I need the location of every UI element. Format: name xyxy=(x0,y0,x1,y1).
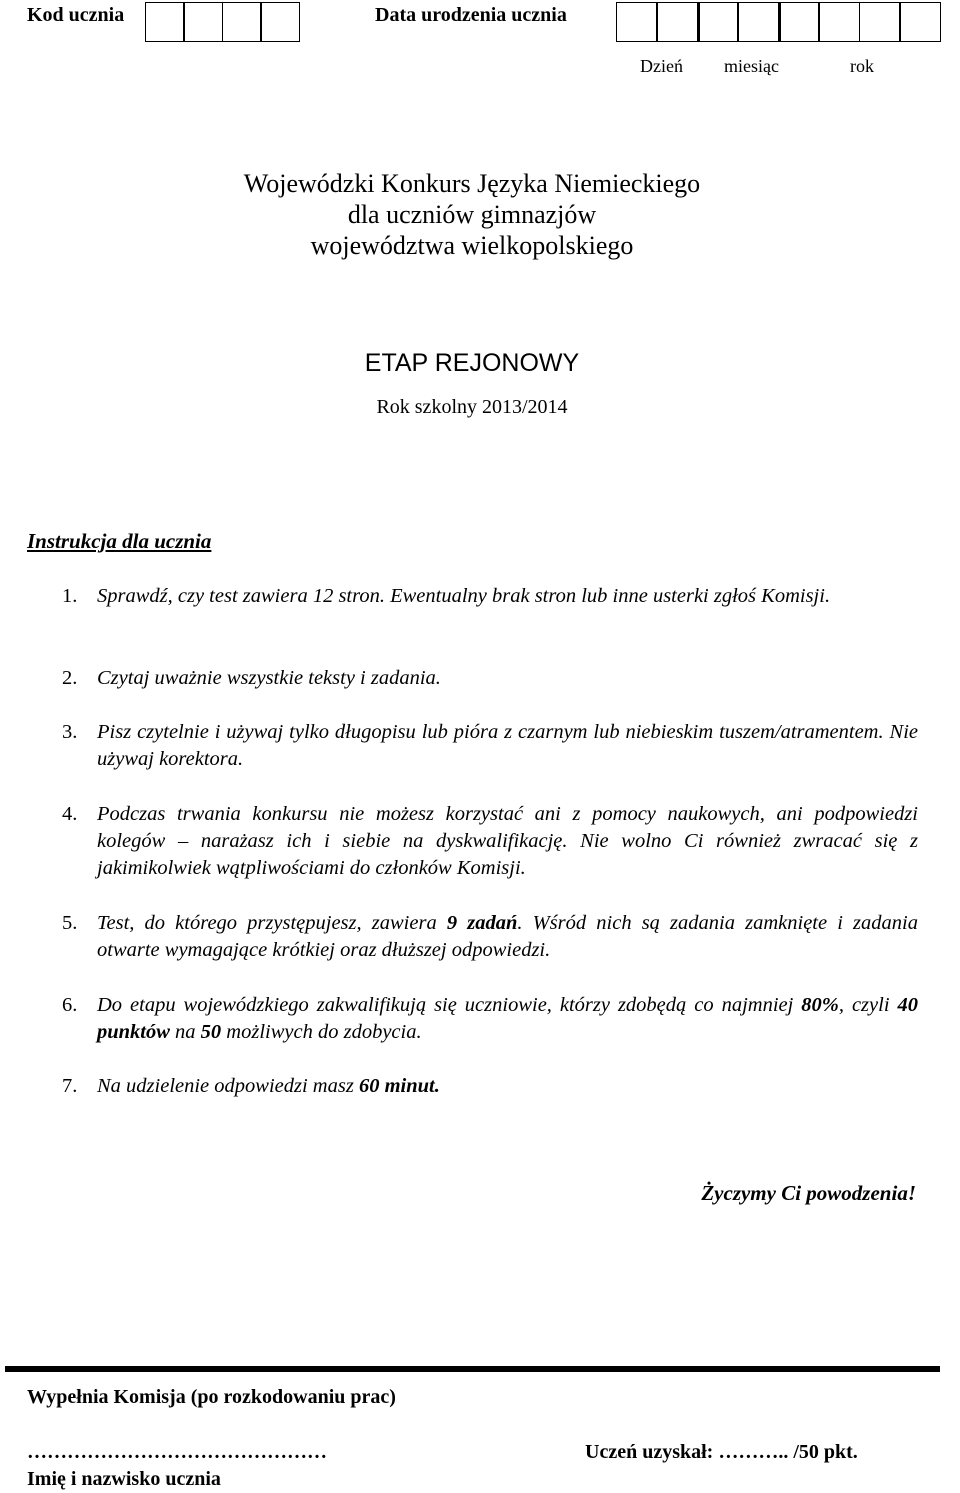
year-box[interactable] xyxy=(778,2,820,42)
item-text: Sprawdź, czy test zawiera 12 stron. Ewentualny brak stron lub inne usterki zgłoś Komisji. xyxy=(97,585,831,607)
stage-title: ETAP REJONOWY xyxy=(364,349,580,377)
day-box[interactable] xyxy=(616,2,658,42)
item-text: Pisz czytelnie i używaj tylko długopisu lub pióra z czarnym lub niebieskim tuszem/atramentem. Nie używaj korektora. xyxy=(97,721,918,770)
day-label: Dzień xyxy=(640,56,683,76)
contest-title-line1: Wojewódzki Konkurs Języka Niemieckiego xyxy=(243,169,701,198)
instruction-item xyxy=(62,992,918,1046)
instruction-item xyxy=(62,665,918,692)
item-text-part: Test, do którego przystępujesz, zawiera xyxy=(97,912,447,934)
item-text-part: Na udzielenie odpowiedzi masz xyxy=(97,1075,359,1097)
student-name-label: Imię i nazwisko ucznia xyxy=(27,1468,221,1490)
score-field: Uczeń uzyskał: ……….. /50 pkt. xyxy=(585,1441,858,1463)
good-luck-message: Życzymy Ci powodzenia! xyxy=(701,1181,916,1205)
contest-title-line2: dla uczniów gimnazjów xyxy=(347,200,597,229)
instructions-heading: Instrukcja dla ucznia xyxy=(27,529,212,553)
year-box[interactable] xyxy=(899,2,941,42)
instruction-item xyxy=(62,1073,918,1100)
instruction-item xyxy=(62,719,918,773)
school-year: Rok szkolny 2013/2014 xyxy=(376,396,568,418)
student-code-label: Kod ucznia xyxy=(27,4,125,26)
item-text: Czytaj uważnie wszystkie teksty i zadania. xyxy=(97,667,441,689)
contest-title-line3: województwa wielkopolskiego xyxy=(310,231,634,260)
item-number: 3. xyxy=(62,721,78,743)
item-text-part: Do etapu wojewódzkiego zakwalifikują się uczniowie, którzy zdobędą co najmniej xyxy=(97,994,802,1016)
code-box[interactable] xyxy=(183,2,223,42)
item-text: Podczas trwania konkursu nie możesz korzystać ani z pomocy naukowych, ani podpowiedzi kolegów – narażasz ich i siebie na dyskwalifikację. Nie wolno Ci również zwracać się z jakimikolwiek wątpliwościami do członków Komisji. xyxy=(97,803,918,879)
item-number: 6. xyxy=(62,994,78,1016)
item-number: 7. xyxy=(62,1075,78,1097)
code-box[interactable] xyxy=(145,2,185,42)
year-label: rok xyxy=(850,56,874,76)
code-box[interactable] xyxy=(260,2,300,42)
item-emphasis: 50 xyxy=(200,1021,222,1043)
item-text-part: . Wśród nich są zadania zamknięte i zadania otwarte wymagające krótkiej oraz dłuższej odpowiedzi. xyxy=(97,912,918,961)
item-emphasis: 40 punktów xyxy=(97,994,918,1043)
month-box[interactable] xyxy=(737,2,779,42)
instruction-item xyxy=(62,910,918,964)
student-code-boxes xyxy=(146,2,300,42)
birth-date-label: Data urodzenia ucznia xyxy=(375,4,567,26)
item-text-part: możliwych do zdobycia. xyxy=(221,1021,422,1043)
name-dots: ……………………………………… xyxy=(27,1441,327,1463)
item-emphasis: 60 minut. xyxy=(358,1075,440,1097)
item-text xyxy=(97,1073,918,1100)
commission-note: Wypełnia Komisja (po rozkodowaniu prac) xyxy=(27,1386,396,1408)
separator-line xyxy=(5,1366,940,1372)
code-box[interactable] xyxy=(222,2,262,42)
day-box[interactable] xyxy=(656,2,698,42)
instruction-item xyxy=(62,801,918,882)
item-number: 2. xyxy=(62,667,78,689)
instruction-item xyxy=(62,583,918,610)
birth-date-boxes xyxy=(617,2,941,42)
item-emphasis: 9 zadań xyxy=(446,912,518,934)
item-number: 5. xyxy=(62,912,78,934)
item-emphasis: 80% xyxy=(801,994,839,1016)
item-text-part: na xyxy=(169,1021,201,1043)
item-number: 1. xyxy=(62,585,78,607)
year-box[interactable] xyxy=(818,2,860,42)
item-text xyxy=(97,992,918,1046)
item-text-part: , czyli xyxy=(838,994,898,1016)
item-text xyxy=(97,910,918,964)
item-number: 4. xyxy=(62,803,78,825)
year-box[interactable] xyxy=(859,2,901,42)
month-label: miesiąc xyxy=(724,56,779,76)
month-box[interactable] xyxy=(697,2,739,42)
